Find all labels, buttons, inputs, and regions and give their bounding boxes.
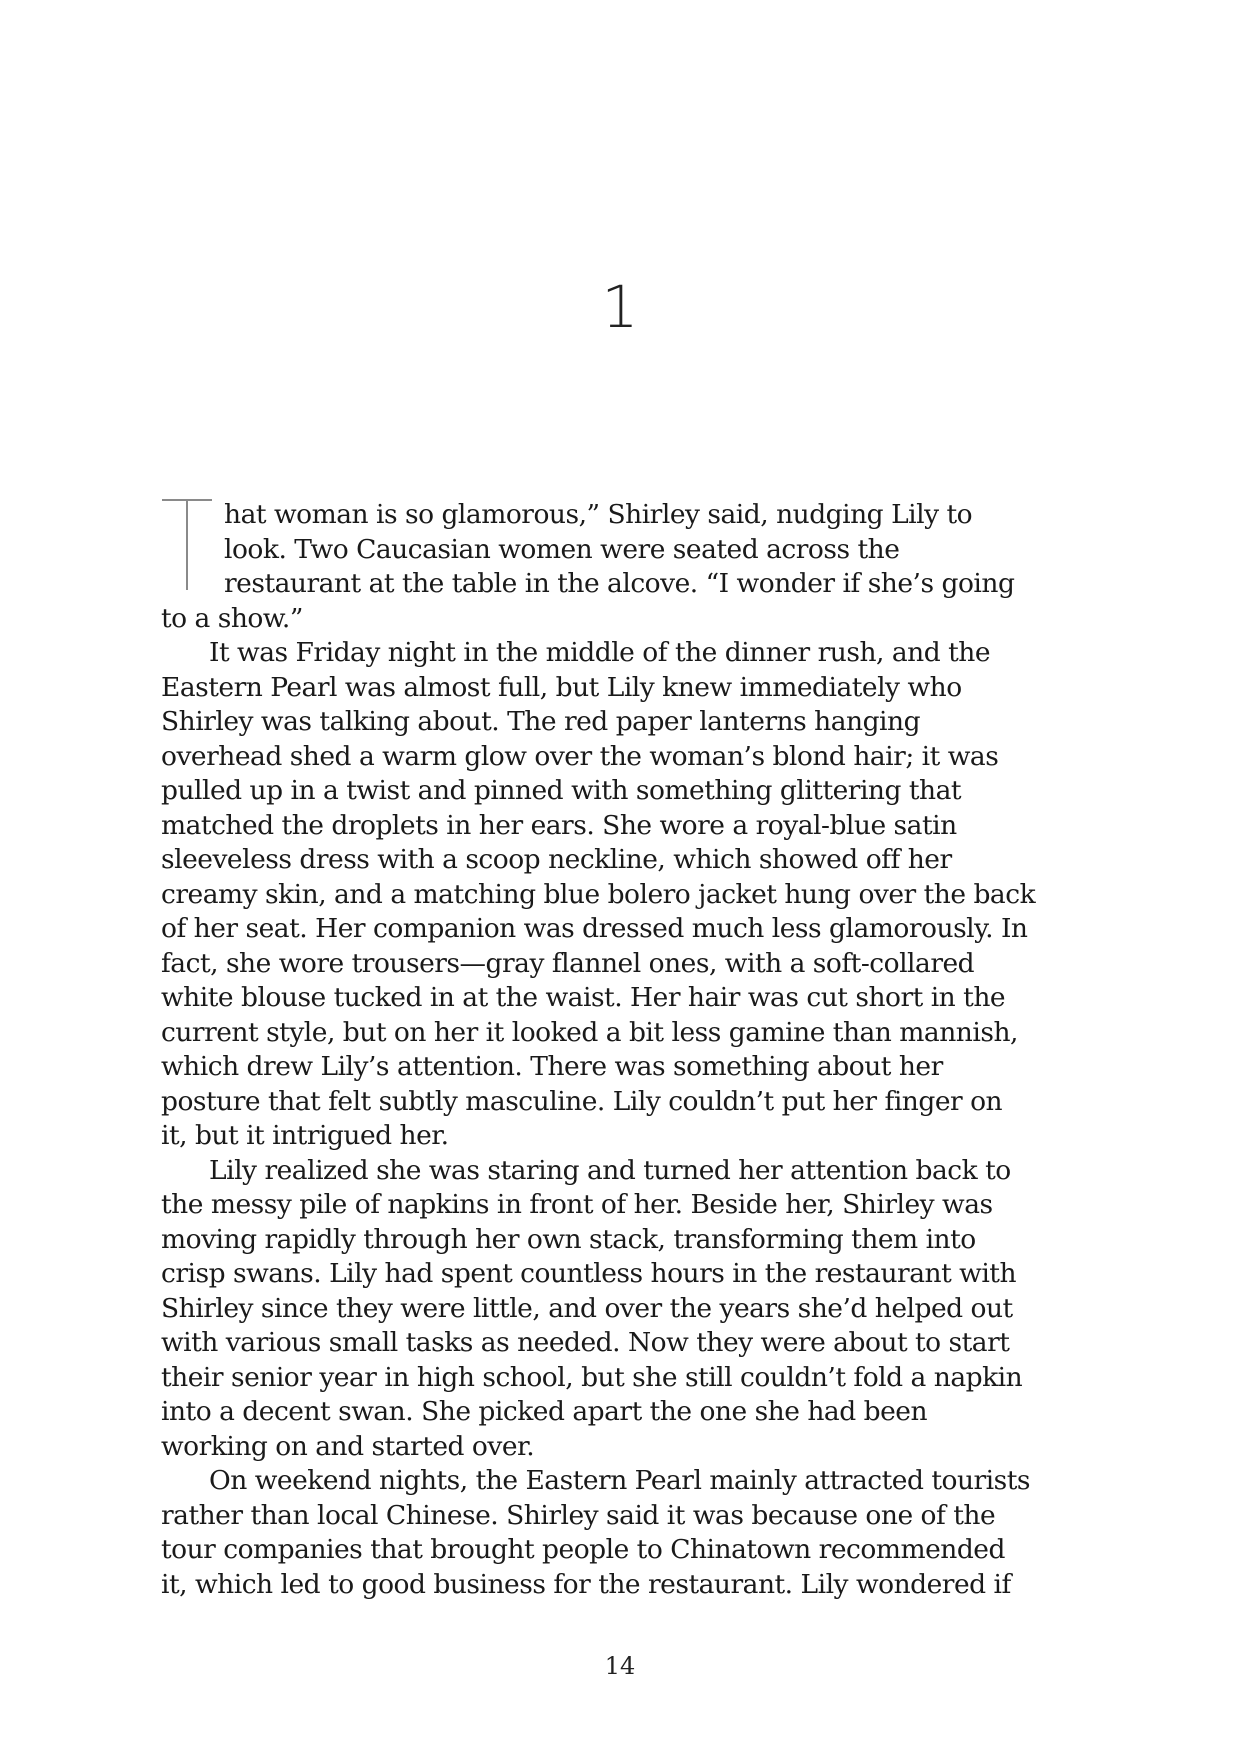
text-line: white blouse tucked in at the waist. Her hair was cut short in the: [161, 982, 1006, 1013]
text-line: crisp swans. Lily had spent countless hours in the restaurant with: [161, 1258, 1017, 1289]
text-line: rather than local Chinese. Shirley said it was because one of the: [161, 1499, 996, 1531]
text-line: Shirley since they were little, and over the years she’d helped out: [161, 1292, 1013, 1324]
text-line: it, but it intrigued her.: [161, 1120, 449, 1151]
text-line: Eastern Pearl was almost full, but Lily knew immediately who: [161, 671, 962, 703]
paragraph: [161, 1464, 1091, 1602]
text-line: matched the droplets in her ears. She wore a royal-blue satin: [161, 809, 957, 841]
text-line: creamy skin, and a matching blue bolero jacket hung over the back: [161, 878, 1036, 910]
drop-cap: [161, 498, 213, 590]
text-line: Shirley was talking about. The red paper lanterns hanging: [161, 706, 921, 737]
text-line: hat woman is so glamorous,” Shirley said, nudging Lily to: [224, 499, 973, 530]
text-line: moving rapidly through her own stack, transforming them into: [161, 1223, 976, 1255]
text-line: tour companies that brought people to Chinatown recommended: [161, 1534, 1005, 1565]
text-line: look. Two Caucasian women were seated across the: [224, 533, 900, 565]
text-line: Lily realized she was staring and turned her attention back to: [209, 1154, 1011, 1186]
text-line: sleeveless dress with a scoop neckline, which showed off her: [161, 844, 952, 875]
text-line: with various small tasks as needed. Now they were about to start: [161, 1327, 1010, 1358]
text-line: it, which led to good business for the restaurant. Lily wondered if: [161, 1568, 1011, 1600]
text-line: restaurant at the table in the alcove. “I wonder if she’s going: [224, 568, 1015, 599]
text-line: current style, but on her it looked a bit less gamine than mannish,: [161, 1016, 1018, 1048]
text-line: which drew Lily’s attention. There was something about her: [161, 1051, 943, 1082]
text-line: of her seat. Her companion was dressed much less glamorously. In: [161, 913, 1028, 944]
chapter-number: 1: [601, 273, 639, 341]
paragraph: [161, 636, 1091, 1154]
text-line: On weekend nights, the Eastern Pearl mainly attracted tourists: [209, 1465, 1030, 1496]
text-line: to a show.”: [161, 602, 303, 634]
opening-paragraph: [161, 498, 1091, 636]
text-line: It was Friday night in the middle of the dinner rush, and the: [209, 637, 991, 668]
text-line: fact, she wore trousers—gray flannel ones, with a soft-collared: [161, 947, 975, 979]
text-line: overhead shed a warm glow over the woman’s blond hair; it was: [161, 740, 999, 772]
text-line: pulled up in a twist and pinned with something glittering that: [161, 775, 962, 806]
page-number: 14: [604, 1652, 636, 1680]
text-line: the messy pile of napkins in front of her. Beside her, Shirley was: [161, 1189, 993, 1220]
body-text: [161, 498, 1091, 1602]
text-line: their senior year in high school, but she still couldn’t fold a napkin: [161, 1361, 1023, 1393]
text-line: posture that felt subtly masculine. Lily couldn’t put her finger on: [161, 1085, 1003, 1117]
text-line: working on and started over.: [161, 1430, 535, 1462]
paragraph: [161, 1154, 1091, 1465]
text-line: into a decent swan. She picked apart the one she had been: [161, 1396, 928, 1427]
